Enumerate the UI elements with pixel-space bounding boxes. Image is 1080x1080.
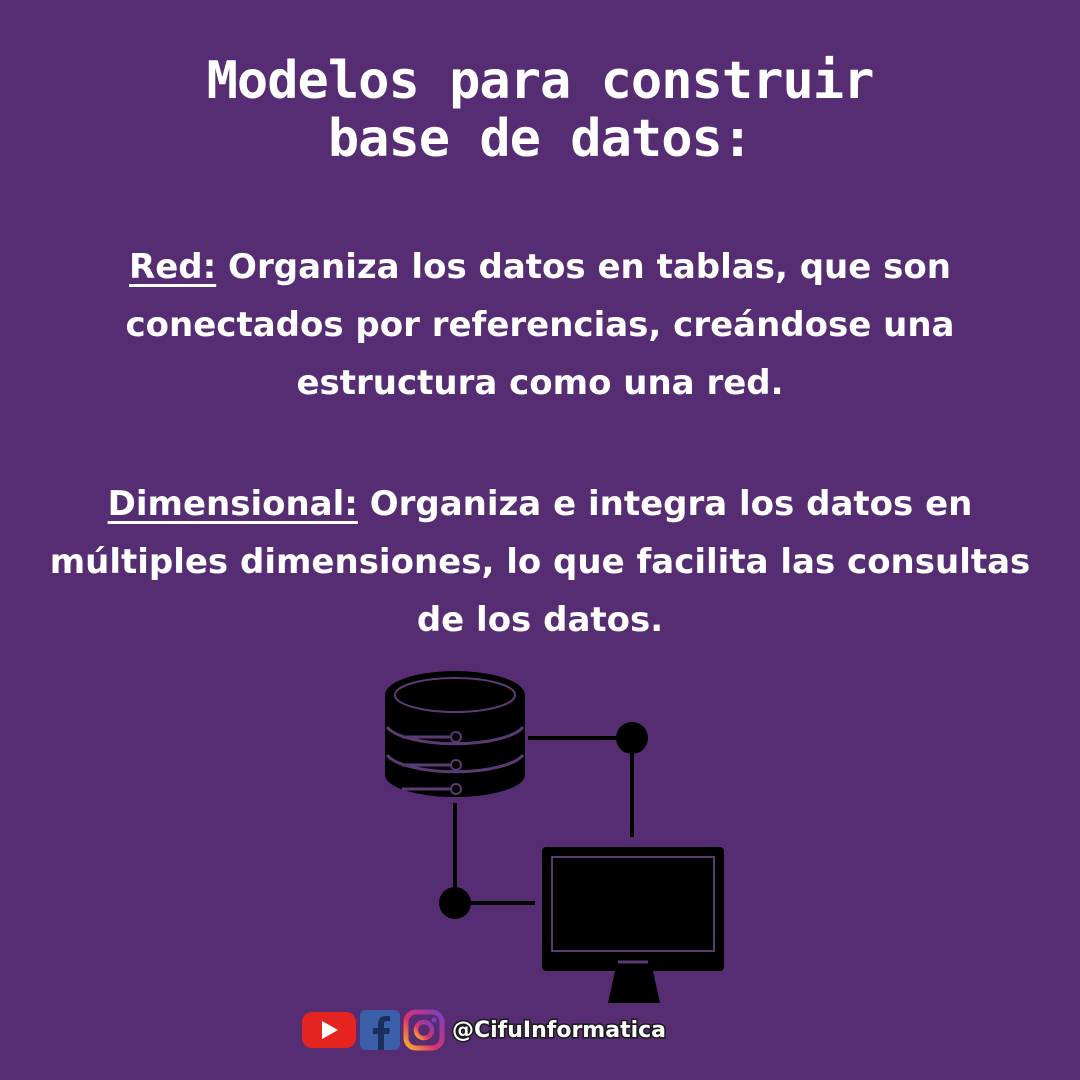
computer-monitor-icon xyxy=(542,847,724,1003)
instagram-icon[interactable] xyxy=(402,1008,446,1052)
youtube-icon[interactable] xyxy=(300,1009,358,1051)
page-title xyxy=(0,52,1080,168)
database-icon xyxy=(385,671,525,797)
model-red-description: Organiza los datos en tablas, que son conectados por referencias, creándose una estructura como una red. xyxy=(125,247,955,403)
model-red-term: Red: xyxy=(129,247,217,287)
connector-node-top xyxy=(616,722,648,754)
model-dimensional-term: Dimensional: xyxy=(107,484,358,524)
social-handle[interactable]: @CifuInformatica xyxy=(452,1017,667,1043)
facebook-icon[interactable] xyxy=(358,1008,402,1052)
title-line-1: Modelos para construir xyxy=(206,51,874,111)
model-red-paragraph xyxy=(40,238,1040,412)
network-illustration xyxy=(370,665,740,1010)
social-footer xyxy=(300,1006,666,1054)
model-dimensional-description: Organiza e integra los datos en múltiples dimensiones, lo que facilita las consultas de los datos. xyxy=(49,484,1031,640)
connector-node-bottom xyxy=(439,887,471,919)
title-line-2: base de datos: xyxy=(327,109,753,169)
model-dimensional-paragraph xyxy=(40,475,1040,649)
